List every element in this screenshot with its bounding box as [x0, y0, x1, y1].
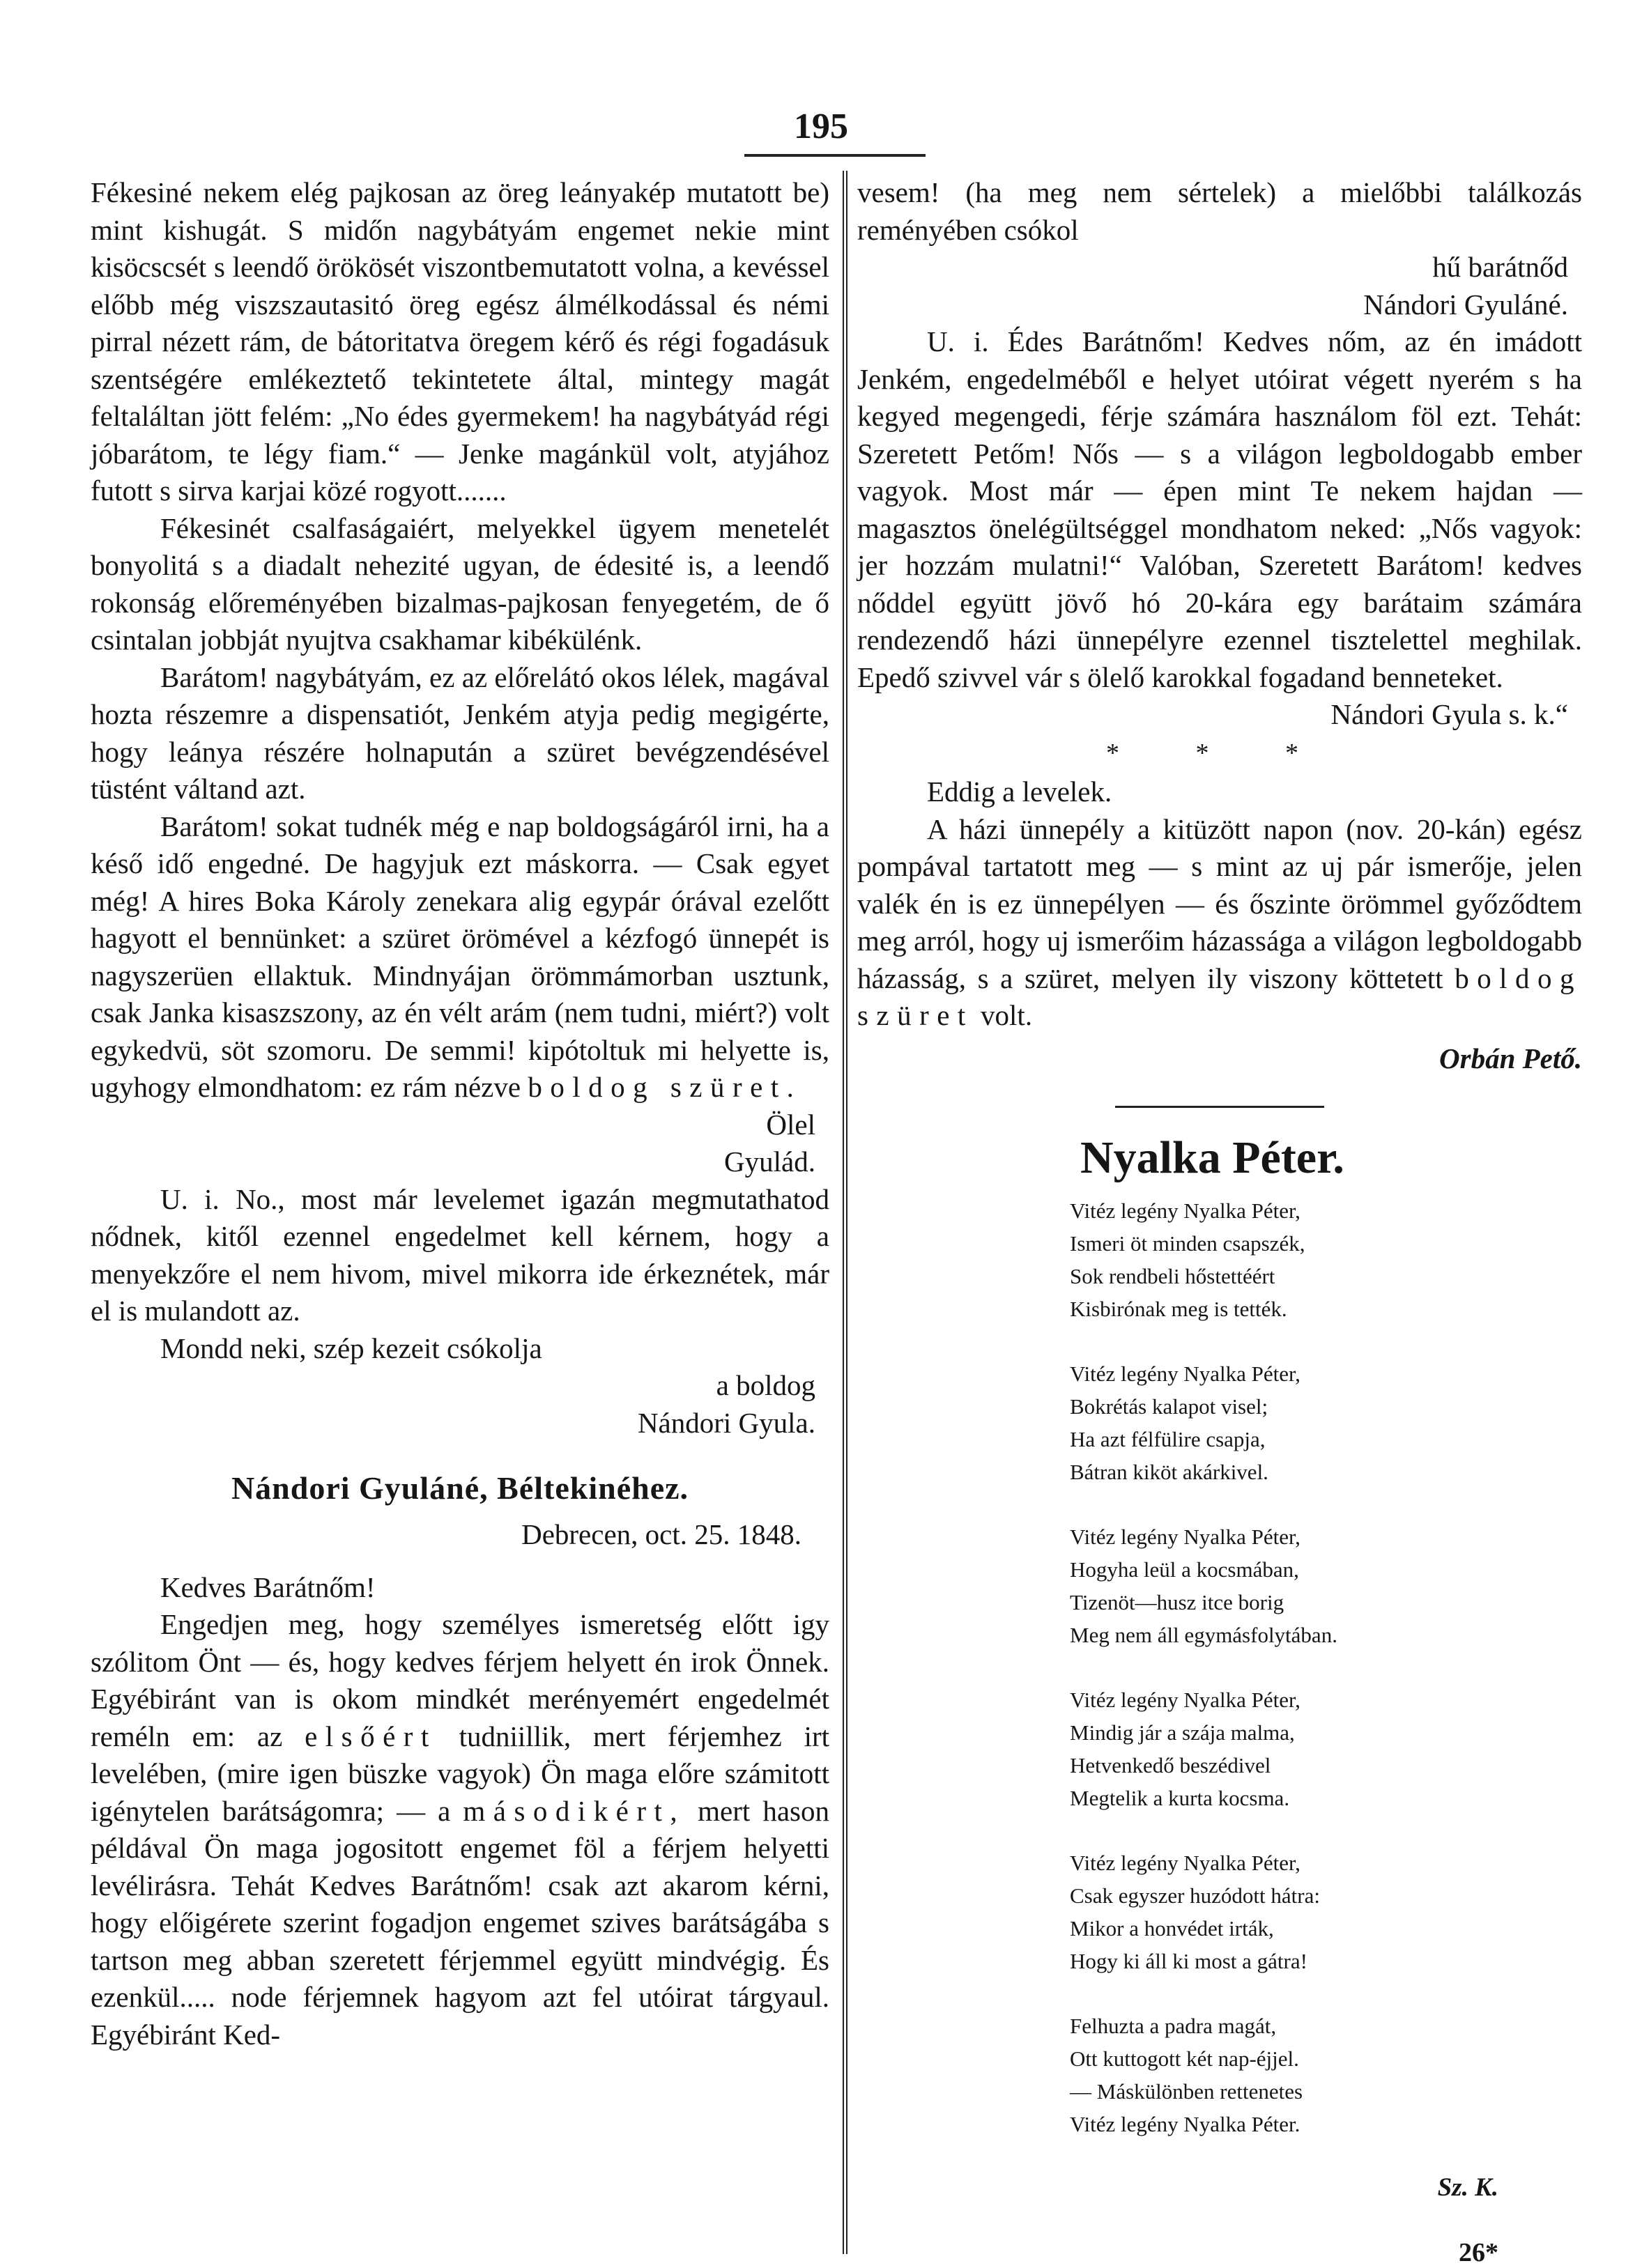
spaced-phrase: boldog szüret	[857, 962, 1582, 1031]
poem-verse: Meg nem áll egymásfolytában.	[1070, 1622, 1337, 1647]
letter-continuation: vesem! (ha meg nem sértelek) a mielőbbi találkozás reményében csókol	[857, 176, 1582, 246]
poem-verse: Vitéz legény Nyalka Péter,	[1070, 1361, 1300, 1386]
poem	[1070, 1194, 1582, 2140]
poem-author: Sz. K.	[1437, 2173, 1498, 2202]
paragraph: Fékesiné nekem elég pajkosan az öreg leányakép mutatott be) mint kishugát. S midőn nagybátyám engemet nekie mint kisöcscsét s leendő örökösét viszontbemutatott volna, a kevéssel előbb még viszszautasitó öreg egész álmélkodással és némi pirral nézett rám, de bátoritatva öregem kérő és régi fogadásuk szentségére emlékeztető tekintetete által, mintegy magát feltaláltan jött felém: „No édes gyermekem! ha nagybátyád régi jóbarátom, te légy fiam.“ — Jenke magánkül volt, atyjához futott s sirva karjai közé rogyott.......	[91, 176, 829, 507]
postscript-line: Mondd neki, szép kezeit csókolja	[160, 1332, 542, 1364]
poem-verse: Sok rendbeli hőstettéért	[1070, 1263, 1275, 1288]
folio-mark: 26*	[1459, 2237, 1498, 2267]
right-column	[857, 174, 1582, 2268]
letter-text: mert hason példával Ön maga jogositott engemet föl a férjem helyetti levélirásra. Tehát Kedves Barátnőm! csak azt akarom kérni, hogy előigérete szerint fogadjon engemet szives barátságába s tartson meg abban szeretett férjemmel együtt mindvégig. És ezenkül..... node férjemnek hagyom azt fel utóirat tárgyaul. Egyébiránt Ked-	[91, 1794, 829, 2051]
poem-verse: Hogy ki áll ki most a gátra!	[1070, 1948, 1307, 1973]
poem-verse: Megtelik a kurta kocsma.	[1070, 1785, 1290, 1810]
poem-verse: Vitéz legény Nyalka Péter,	[1070, 1198, 1300, 1223]
spaced-word: másodikért,	[463, 1794, 686, 1827]
poem-verse: Vitéz legény Nyalka Péter,	[1070, 1524, 1300, 1549]
signoff-line	[91, 1143, 829, 1181]
poem-verse: — Máskülönben rettenetes	[1070, 2078, 1303, 2104]
signoff: Ölel	[766, 1108, 815, 1141]
paragraph	[91, 808, 829, 1106]
author-signature: Orbán Pető.	[1439, 1042, 1582, 1074]
postscript: U. i. No., most már levelemet igazán megmutathatod nődnek, kitől ezennel engedelmet kell kérnem, hogy a menyekzőre el nem hivom, mivel mikorra ide érkeznétek, már el is mulandott az.	[91, 1182, 829, 1327]
paragraph: Barátom! nagybátyám, ez az előrelátó okos lélek, magával hozta részemre a dispensatiót, Jenkém atyja pedig megigérte, hogy leánya részére holnapután a szüret bevégzendésével tüstént váltand azt.	[91, 661, 829, 805]
poem-verse: Csak egyszer huzódott hátra:	[1070, 1883, 1320, 1908]
closing-line	[91, 1367, 829, 1405]
poem-verse: Hogyha leül a kocsmában,	[1070, 1557, 1299, 1582]
page-number: 195	[794, 107, 848, 146]
poem-verse: Mikor a honvédet irták,	[1070, 1915, 1274, 1941]
section-rule	[1115, 1106, 1324, 1108]
narrative-text: A házi ünnepély a kitüzött napon (nov. 20-kán) egész pompával tartatott meg — s mint az uj pár ismerője, jelen valék én is ez ünnepélyen — és őszinte örömmel győződtem meg arról, hogy uj ismerőim házassága a világon legboldogabb házasság, s a szüret, melyen ily viszony köttetett	[857, 812, 1582, 994]
signature: Nándori Gyula s. k.“	[1330, 698, 1568, 730]
poem-verse: Vitéz legény Nyalka Péter,	[1070, 1687, 1300, 1712]
left-column	[91, 174, 829, 2053]
poem-stanza	[1070, 1683, 1582, 1814]
signoff-line	[91, 1106, 829, 1144]
closing: Nándori Gyuláné.	[1363, 288, 1568, 321]
poem-verse: Felhuzta a padra magát,	[1070, 2013, 1277, 2038]
narrative	[857, 811, 1582, 1035]
poem-verse: Vitéz legény Nyalka Péter.	[1070, 2111, 1300, 2136]
poem-verse: Ha azt félfülire csapja,	[1070, 1426, 1266, 1451]
narrative-text: volt.	[981, 999, 1033, 1031]
signoff: Gyulád.	[724, 1145, 815, 1178]
page-number-rule	[744, 154, 926, 157]
dateline: Debrecen, oct. 25. 1848.	[521, 1518, 801, 1550]
poem-verse: Ismeri öt minden csapszék,	[1070, 1231, 1305, 1256]
letter-body	[91, 1606, 829, 2053]
salutation: Kedves Barátnőm!	[160, 1571, 376, 1603]
paragraph-text: Barátom! sokat tudnék még e nap boldogságáról irni, ha a késő idő engedné. De hagyjuk ezt máskorra. — Csak egyet még! A hires Boka Károly zenekara alig egypár órával ezelőtt hagyott el bennünket: a szüret örömével a kézfogó ünnepét is nagyszerüen ellaktuk. Mindnyájan örömmámorban usztunk, csak Janka kisaszszony, az én vélt arám (nem tudni, miért?) volt egykedvü, söt szomoru. De semmi! kipótoltuk mi helyette is, ugyhogy elmondhatom: ez rám nézve	[91, 810, 829, 1103]
poem-title: Nyalka Péter.	[1080, 1132, 1344, 1183]
poem-stanza	[1070, 1357, 1582, 1488]
letter-text: Engedjen meg, hogy személyes ismeretség előtt igy szólitom Önt — és, hogy kedves férjem helyett én irok Önnek. Egyébiránt van is okom mindkét merényemért engedelmét reméln em: az	[91, 1608, 829, 1752]
spaced-phrase: boldog szüret.	[528, 1071, 802, 1103]
poem-verse: Hetvenkedő beszédivel	[1070, 1752, 1271, 1777]
poem-verse: Ott kuttogott két nap-éjjel.	[1070, 2046, 1299, 2071]
spaced-word: elsőért	[305, 1720, 437, 1752]
poem-stanza	[1070, 2009, 1582, 2140]
poem-stanza	[1070, 1520, 1582, 1651]
postscript: U. i. Édes Barátnőm! Kedves nőm, az én imádott Jenkém, engedelméből e helyet utóirat végett nyerém s ha kegyed megengedi, férje számára használom föl ezt. Tehát: Szeretett Petőm! Nős — s a világon legboldogabb ember vagyok. Most már — épen mint Te nekem hajdan — magasztos önelégültséggel mondhatom neked: „Nős vagyok: jer hozzám mulatni!“ Valóban, Szeretett Barátom! kedves nőddel együtt jövő hó 20-kára egy barátaim számára rendezendő házi ünnepélyre ezennel tisztelettel meghilak. Epedő szivvel vár s ölelő karokkal fogadand benneteket.	[857, 325, 1582, 693]
closing-line	[857, 286, 1582, 324]
letter-heading: Nándori Gyuláné, Béltekinéhez.	[231, 1470, 689, 1506]
poem-verse: Bátran kiköt akárkivel.	[1070, 1459, 1268, 1484]
poem-verse: Bokrétás kalapot visel;	[1070, 1394, 1268, 1419]
poem-verse: Kisbirónak meg is tették.	[1070, 1296, 1287, 1321]
paragraph: Fékesinét csalfaságaiért, melyekkel ügyem menetelét bonyolitá s a diadalt nehezité ugyan, de édesité is, a leendő rokonság előreményében bizalmas-pajkosan fenyegetém, de ő csintalan jobbját nyujtva csakhamar kibékülénk.	[91, 511, 829, 656]
section-stars: * * *	[1106, 738, 1333, 768]
closing-line	[91, 1405, 829, 1442]
poem-verse: Vitéz legény Nyalka Péter,	[1070, 1850, 1300, 1875]
poem-verse: Tizenöt—husz itce borig	[1070, 1589, 1284, 1614]
closing: a boldog	[716, 1369, 815, 1401]
closing: hű barátnőd	[1432, 251, 1568, 283]
column-divider	[843, 171, 847, 2254]
closing: Nándori Gyula.	[637, 1406, 815, 1439]
poem-verse: Mindig jár a szája malma,	[1070, 1720, 1295, 1745]
poem-stanza	[1070, 1194, 1582, 1325]
intro-line: Eddig a levelek.	[927, 776, 1112, 808]
poem-stanza	[1070, 1846, 1582, 1977]
closing-line	[857, 249, 1582, 286]
letter-text: tudniillik, mert férjemhez irt levelében, (mire igen büszke vagyok) Ön maga előre számitott igénytelen barátságomra; — a	[91, 1720, 829, 1827]
